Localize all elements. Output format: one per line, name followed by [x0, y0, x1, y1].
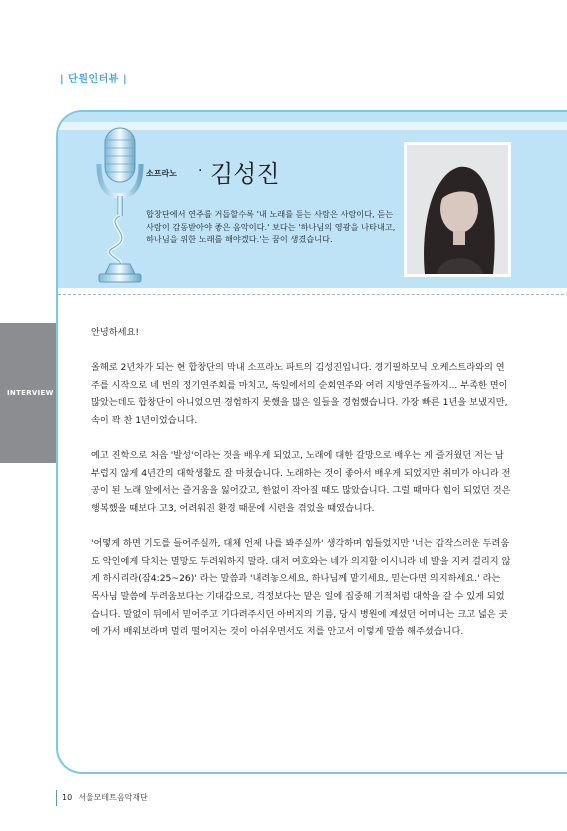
section-bar-right: |: [122, 74, 128, 85]
profile-header: [58, 112, 567, 288]
profile-name: 김성진: [210, 160, 280, 188]
profile-photo: [404, 142, 511, 277]
section-label: [56, 70, 131, 85]
footer-org: 서울모테트음악재단: [78, 793, 148, 802]
paragraph: 안녕하세요!: [91, 327, 140, 338]
interview-body: [91, 324, 511, 658]
profile-intro: 합창단에서 연주를 거듭할수록 '내 노래를 듣는 사람은 사람이다, 듣는 사람이 감동받아야 좋은 음악이다.' 보다는 '하나님의 영광을 나타내고, 하나님을 위한 노래를 해야겠다.'는 꿈이 생겼습니다.: [146, 209, 396, 244]
side-tab-interview: [0, 323, 56, 463]
section-label-text: 단원인터뷰: [68, 74, 119, 85]
paragraph: '어떻게 하면 기도를 들어주실까, 대체 언제 나를 봐주실까' 생각하며 힘들었지만 '너는 갑작스러운 두려움도 악인에게 닥치는 멸망도 두려워하지 말라. 대저 여호와는 네가 의지할 이시니라 네 발을 지켜 걸리지 않게 하시리라(잠4:25~26)' 라는 말씀과 '내려놓으세요, 하나님께 맡기세요, 믿는다면 의지하세요.' 라는 목사님 말씀에 두려움보다는 기대감으로, 걱정보다는 맡은 일에 집중해 기적처럼 대학을 갈 수 있게 되었습니다. 말없이 뒤에서 믿어주고 기다려주시던 아버지의 기름, 당시 병원에 계셨던 어머니는 크고 넓은 곳에 가서 배워보라며 멀리 떨어지는 것이 아쉬우면서도 저를 안고서 이렇게 말씀 해주셨습니다.: [91, 538, 511, 638]
section-divider: [58, 294, 567, 295]
paragraph: 올해로 2년차가 되는 현 합창단의 막내 소프라노 파트의 김성진입니다. 경기필하모닉 오케스트라와의 연주를 시작으로 네 번의 정기연주회를 마치고, 독일에서의 순회연주와 여러 지방연주들까지... 부족한 면이 많았는데도 합창단이 아니었으면 경험하지 못했을 많은 일들을 경험했습니다. 가장 빠른 1년을 보냈지만, 속이 꽉 찬 1년이었습니다.: [91, 362, 508, 426]
page-number: 10: [62, 793, 73, 802]
profile-role: 소프라노: [146, 169, 177, 178]
page-footer: [62, 792, 148, 803]
name-separator: ·: [198, 163, 203, 179]
footer-rule: [56, 790, 57, 806]
microphone-icon: [93, 124, 153, 284]
section-bar-left: |: [60, 74, 65, 85]
paragraph: 예고 진학으로 처음 '발성'이라는 것을 배우게 되었고, 노래에 대한 갈망으로 배우는 게 즐거웠던 저는 남부럽지 않게 4년간의 대학생활도 잘 마쳤습니다. 노래하는 것이 좋아서 배우게 되었지만 취미가 아니라 전공이 된 노래 앞에서는 즐거움을 잃어갔고, 한없이 작아질 때도 많았습니다. 그럴 때마다 힘이 되었던 것은 행복했을 때보다 고3, 어려워진 환경 때문에 시련을 겪었을 때였습니다.: [91, 450, 511, 514]
interview-card: [56, 110, 567, 774]
portrait-image: [407, 145, 508, 274]
side-tab-label: INTERVIEW: [7, 389, 54, 397]
